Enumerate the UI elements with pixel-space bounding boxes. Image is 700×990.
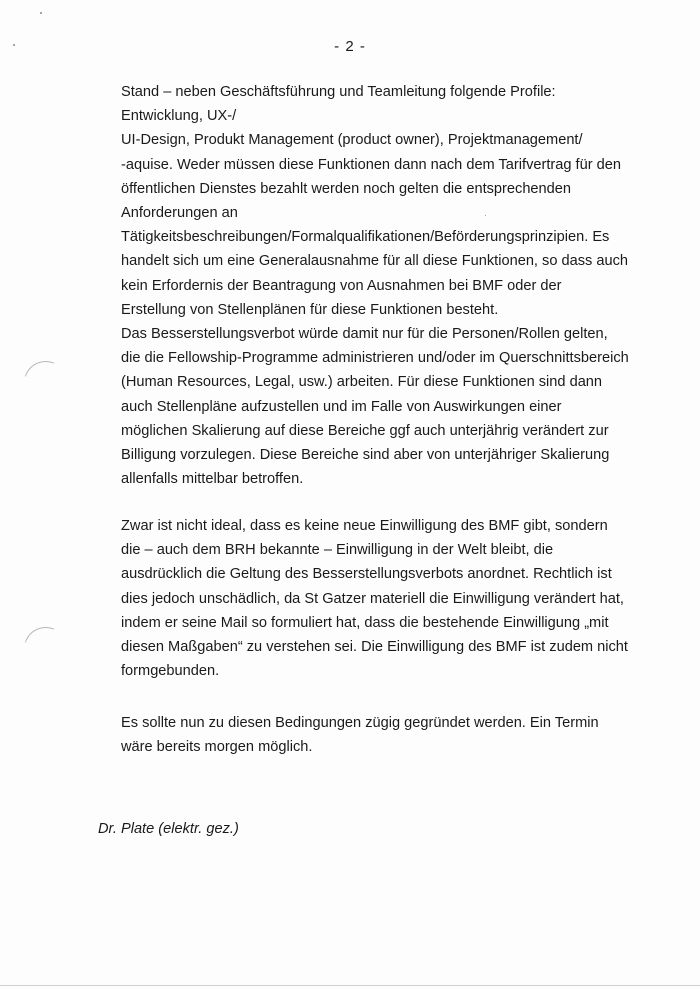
scan-edge [0, 985, 700, 986]
text-line: formgebunden. [121, 663, 220, 680]
text-line: allenfalls mittelbar betroffen. [121, 471, 304, 488]
text-line: (Human Resources, Legal, usw.) arbeiten. Für diese Funktionen sind dann [121, 374, 603, 391]
text-line: handelt sich um eine Generalausnahme für all diese Funktionen, so dass auch [121, 253, 629, 270]
text-line: die die Fellowship-Programme administrieren und/oder im Querschnittsbereich [121, 350, 629, 367]
paragraph-1 [121, 80, 641, 491]
text-line: wäre bereits morgen möglich. [121, 739, 313, 756]
text-line: Entwicklung, UX-/ [121, 108, 237, 125]
text-line: die – auch dem BRH bekannte – Einwilligung in der Welt bleibt, die [121, 542, 554, 559]
text-line: öffentlichen Dienstes bezahlt werden noch gelten die entsprechenden [121, 180, 572, 197]
text-line: ausdrücklich die Geltung des Besserstellungsverbots anordnet. Rechtlich ist [121, 566, 612, 583]
text-line: auch Stellenpläne aufzustellen und im Falle von Auswirkungen einer [121, 398, 562, 415]
text-line: dies jedoch unschädlich, da St Gatzer materiell die Einwilligung verändert hat, [121, 590, 624, 607]
paragraph-2 [121, 514, 641, 683]
punch-hole-mark [25, 355, 54, 384]
text-line: Erstellung von Stellenplänen für diese Funktionen besteht. [121, 301, 499, 318]
text-line: Anforderungen an [121, 205, 238, 222]
text-line: UI-Design, Produkt Management (product owner), Projektmanagement/ [121, 132, 583, 149]
text-line: indem er seine Mail so formuliert hat, dass die bestehende Einwilligung „mit [121, 614, 609, 631]
paragraph-3 [121, 711, 641, 759]
text-line: Zwar ist nicht ideal, dass es keine neue Einwilligung des BMF gibt, sondern [121, 518, 608, 534]
text-line: Tätigkeitsbeschreibungen/Formalqualifikationen/Beförderungsprinzipien. Es [121, 229, 610, 246]
text-line: möglichen Skalierung auf diese Bereiche ggf auch unterjährig verändert zur [121, 422, 609, 439]
text-line: kein Erfordernis der Beantragung von Ausnahmen bei BMF oder der [121, 277, 562, 294]
signature-line: Dr. Plate (elektr. gez.) [98, 821, 239, 837]
text-line: Billigung vorzulegen. Diese Bereiche sind aber von unterjähriger Skalierung [121, 447, 610, 464]
text-line: -aquise. Weder müssen diese Funktionen dann nach dem Tarifvertrag für den [121, 156, 621, 173]
page-number: - 2 - [334, 38, 366, 55]
text-line: Es sollte nun zu diesen Bedingungen zügig gegründet werden. Ein Termin [121, 715, 599, 731]
scan-speck [40, 12, 42, 14]
text-line: diesen Maßgaben“ zu verstehen sei. Die Einwilligung des BMF ist zudem nicht [121, 639, 628, 656]
text-line: Stand – neben Geschäftsführung und Teamleitung folgende Profile: [121, 84, 556, 100]
text-line: Das Besserstellungsverbot würde damit nur für die Personen/Rollen gelten, [121, 326, 608, 343]
punch-hole-mark [25, 621, 54, 650]
